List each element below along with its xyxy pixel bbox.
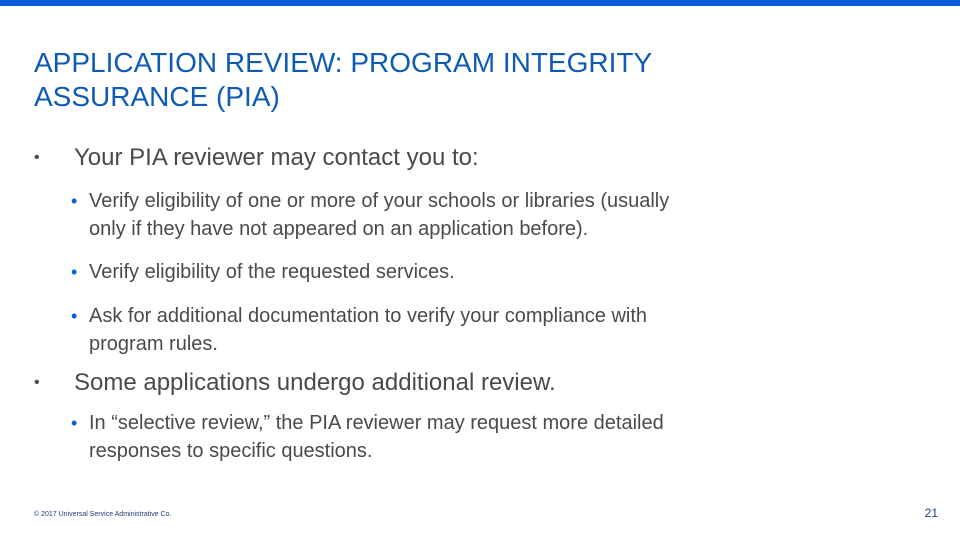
- slide-title-line-1: APPLICATION REVIEW: PROGRAM INTEGRITY: [34, 47, 653, 78]
- sub-bullet-text-line-1: Ask for additional documentation to verify your compliance with: [89, 305, 648, 327]
- sub-bullet-text-line-2: responses to specific questions.: [89, 440, 373, 462]
- sub-bullet-item: [71, 258, 811, 286]
- sub-bullet-text-line-1: Verify eligibility of one or more of your schools or libraries (usually: [89, 190, 670, 212]
- sub-bullet-item: [71, 302, 811, 358]
- sub-bullet-dot: •: [71, 306, 78, 326]
- sub-bullet-dot: •: [71, 262, 78, 282]
- sub-bullet-dot: •: [71, 413, 78, 433]
- sub-bullet-text-line-1: Verify eligibility of the requested services.: [89, 261, 455, 283]
- page-number: 21: [924, 506, 938, 520]
- sub-bullet-text-line-1: In “selective review,” the PIA reviewer may request more detailed: [89, 412, 664, 434]
- sub-bullet-item: [71, 187, 811, 243]
- bullet-dot: •: [34, 374, 40, 391]
- bullet-text: Some applications undergo additional review.: [74, 369, 556, 396]
- sub-bullet-text-line-2: program rules.: [89, 333, 218, 355]
- sub-bullet-item: [71, 409, 811, 465]
- slide-title: [34, 46, 914, 114]
- footer-copyright: © 2017 Universal Service Administrative Co.: [34, 511, 172, 518]
- top-accent-bar: [0, 0, 960, 6]
- bullet-dot: •: [34, 149, 40, 166]
- sub-bullet-dot: •: [71, 191, 78, 211]
- bullet-text: Your PIA reviewer may contact you to:: [74, 144, 479, 171]
- sub-bullet-text-line-2: only if they have not appeared on an application before).: [89, 218, 589, 240]
- slide-title-line-2: ASSURANCE (PIA): [34, 81, 280, 112]
